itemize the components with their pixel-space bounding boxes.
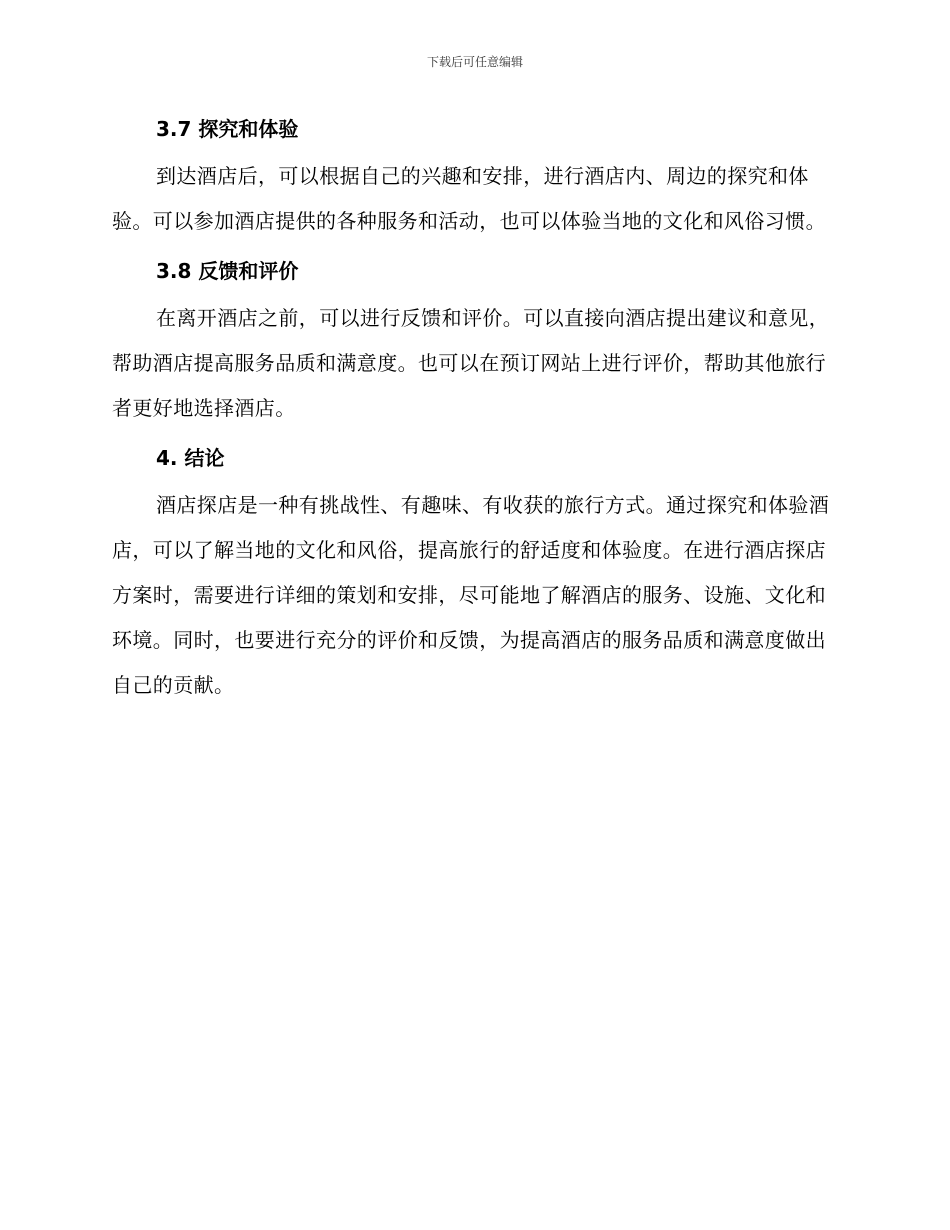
section-paragraph-3-7: 到达酒店后，可以根据自己的兴趣和安排，进行酒店内、周边的探究和体验。可以参加酒店提供的各种服务和活动，也可以体验当地的文化和风俗习惯。 bbox=[112, 164, 826, 233]
section-heading-3-8: 3.8 反馈和评价 bbox=[156, 259, 299, 283]
section-heading-4: 4. 结论 bbox=[156, 446, 225, 470]
section-paragraph-4: 酒店探店是一种有挑战性、有趣味、有收获的旅行方式。通过探究和体验酒店，可以了解当地的文化和风俗，提高旅行的舒适度和体验度。在进行酒店探店方案时，需要进行详细的策划和安排，尽可能地了解酒店的服务、设施、文化和环境。同时，也要进行充分的评价和反馈，为提高酒店的服务品质和满意度做出自己的贡献。 bbox=[112, 493, 830, 697]
header-note: 下载后可任意编辑 bbox=[426, 55, 523, 69]
section-paragraph-3-8: 在离开酒店之前，可以进行反馈和评价。可以直接向酒店提出建议和意见，帮助酒店提高服务品质和满意度。也可以在预订网站上进行评价，帮助其他旅行者更好地选择酒店。 bbox=[112, 306, 830, 420]
document-body bbox=[112, 112, 832, 708]
section-heading-3-7: 3.7 探究和体验 bbox=[156, 117, 299, 141]
